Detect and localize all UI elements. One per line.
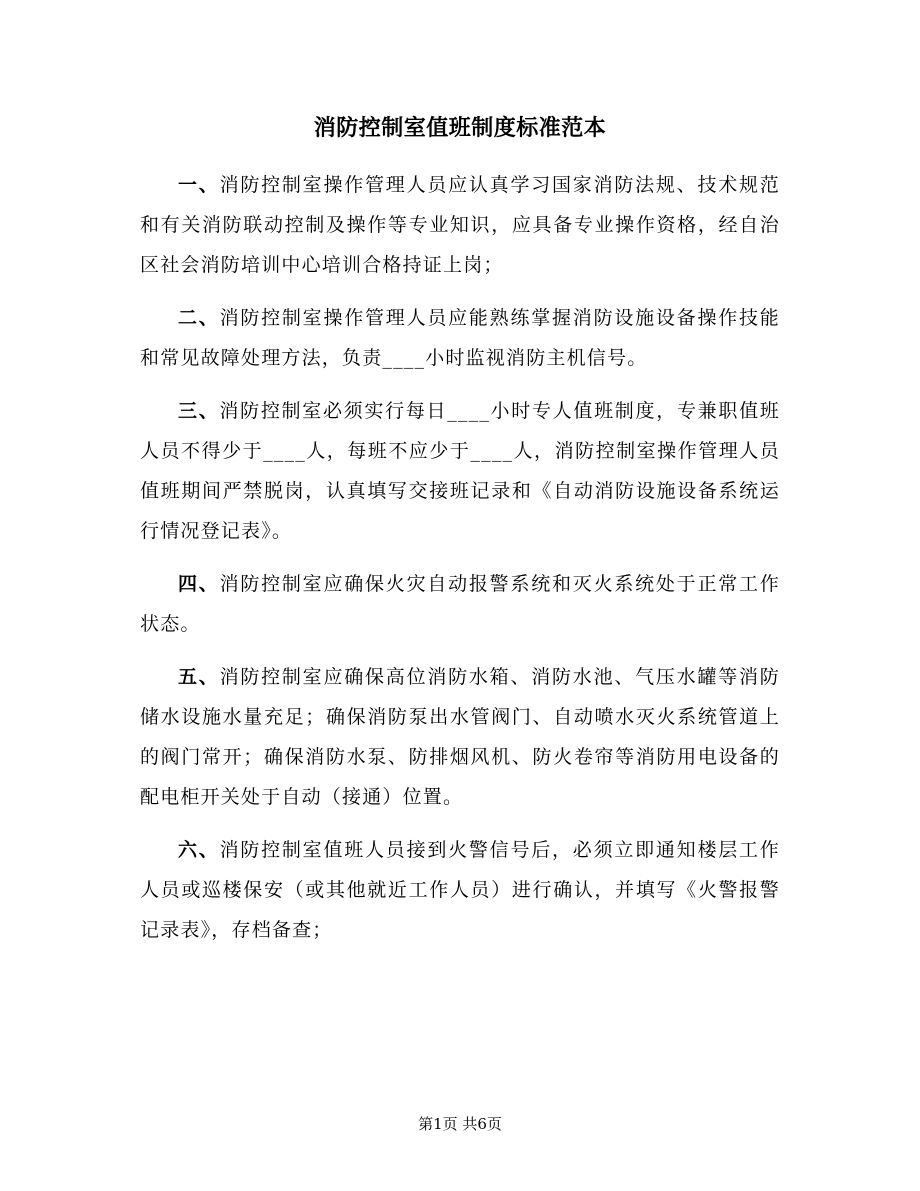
paragraph-1-text: 消防控制室操作管理人员应认真学习国家消防法规、技术规范和有关消防联动控制及操作等专业知识，应具备专业操作资格，经自治区社会消防培训中心培训合格持证上岗； — [140, 174, 780, 276]
paragraph-3 — [140, 391, 780, 551]
paragraph-6-number: 六、 — [178, 839, 220, 861]
paragraph-2 — [140, 298, 780, 378]
paragraph-4-text: 消防控制室应确保火灾自动报警系统和灭火系统处于正常工作状态。 — [140, 573, 780, 635]
page-number-footer: 第1页 共6页 — [418, 1115, 502, 1133]
paragraph-5-text: 消防控制室应确保高位消防水箱、消防水池、气压水罐等消防储水设施水量充足；确保消防泵出水管阀门、自动喷水灭火系统管道上的阀门常开；确保消防水泵、防排烟风机、防火卷帘等消防用电设备的配电柜开关处于自动（接通）位置。 — [140, 666, 780, 808]
paragraph-6 — [140, 830, 780, 950]
document-title: 消防控制室值班制度标准范本 — [313, 115, 607, 141]
paragraph-2-text: 消防控制室操作管理人员应能熟练掌握消防设施设备操作技能和常见故障处理方法，负责____小时监视消防主机信号。 — [140, 307, 780, 369]
paragraph-2-number: 二、 — [178, 307, 220, 329]
paragraph-1 — [140, 165, 780, 285]
paragraph-5 — [140, 657, 780, 817]
paragraph-3-number: 三、 — [178, 400, 220, 422]
paragraph-5-number: 五、 — [178, 666, 220, 688]
paragraph-6-text: 消防控制室值班人员接到火警信号后，必须立即通知楼层工作人员或巡楼保安（或其他就近工作人员）进行确认，并填写《火警报警记录表》，存档备查； — [140, 839, 780, 941]
paragraph-3-text: 消防控制室必须实行每日____小时专人值班制度，专兼职值班人员不得少于____人，每班不应少于____人，消防控制室操作管理人员值班期间严禁脱岗，认真填写交接班记录和《自动消防设施设备系统运行情况登记表》。 — [140, 400, 780, 542]
paragraph-1-number: 一、 — [178, 174, 220, 196]
paragraph-4-number: 四、 — [178, 573, 220, 595]
paragraph-4 — [140, 564, 780, 644]
document-body — [140, 165, 780, 963]
